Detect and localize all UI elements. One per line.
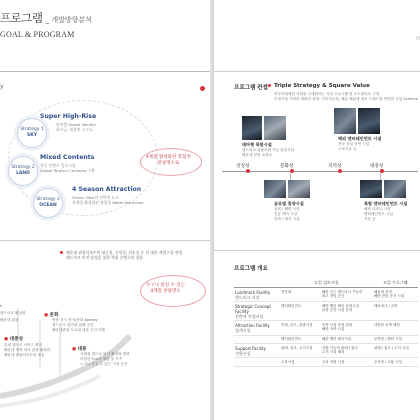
bottom-item-1-title: 글로벌 휴양시설 [274,201,304,206]
row-cell: 호텔, 콘도, 관광시설 [280,321,321,335]
lower-item-2-text [4,343,50,358]
row-cell [373,288,418,302]
strategy-3-desc-line: 사계절 활성화된 관광형 Water Attraction [72,199,144,205]
top-item-2-desc: 전문 상설 공연 시설 [338,141,370,146]
strategy-2-desc-line: 혁신 컨텐츠 입주시설 [40,163,76,168]
cell-line: 해변 숙박 시설 [321,327,345,332]
cell-line: 최고 전망 공간 [321,293,345,298]
row-category-en: Attraction Facility [235,322,270,328]
corner-logo: H [416,36,420,42]
intro-paragraph-line: 랜드마크 비전 달성을 위한 핵심 콘텐츠의 결합 [66,255,143,261]
photo-resort [288,180,310,198]
top-item-1 [242,142,294,158]
value-timeline [222,171,418,172]
red-marker-dot [200,86,205,91]
table-header-row [234,278,418,288]
top-item-1-desc: 해운대 상징 쇼핑존 [242,152,273,157]
row-cell: 엔터테인먼트 [280,302,321,321]
strategy-1-label: Strategy 1 [20,127,44,133]
timeline-dot [246,169,250,173]
cell-line: 숙박 시설 운영 관광 [321,322,353,327]
cell-line: 해변 엔터 테마 문화시설 [321,303,360,308]
strategy-3-desc-line: Ocean View의 전략적 요소 [72,195,119,200]
outcome-line: 4계절 관광명소 [150,289,181,295]
bottom-item-2-desc: 해변 리조트 시설 [364,206,391,211]
section-divider [214,250,420,251]
top-item-2-desc: 스포츠존 등 [338,146,357,151]
row-cell [321,302,373,321]
bottom-item-2 [364,201,407,222]
row-category [234,302,280,321]
row-cell: 해변 엔터 테마시설 [321,335,373,344]
timeline-label: 대중성 [370,164,384,169]
timeline-dot [338,169,342,173]
outcome-line: 4계절 활성화된 복합적 [146,155,191,160]
row-category [234,335,280,344]
timeline-label: 문화성 [280,164,294,169]
row-category-en: Landmark Facility [235,289,271,295]
lower-item-1-tag-text: 문화 [49,313,59,318]
row-cell: 주차시설 [280,358,321,367]
section-2-title: 프로그램 개요 [234,266,268,272]
outcome-line: 관광명소로 [157,161,180,167]
bullet-dot [60,251,63,254]
lower-item-1-tag: ● 문화 [44,313,59,318]
cell-line: 해변 전망 공간 시설 [373,293,405,298]
cell-line: 해운대 상징 [373,289,392,294]
strategy-2-title: Mixed Contents [40,154,95,161]
lower-item-line: 사계절 랜드로 탐사 활성화 방향 [80,352,130,356]
photo-complex [360,180,382,198]
cell-line: 문화 공간 시설 운영 [321,308,353,313]
row-category-en: Strategic Concept Facility [235,303,271,314]
top-item-2 [338,136,381,152]
table-row [234,335,418,344]
bottom-item-2-desc: 식음 등 [364,216,376,221]
lower-label: h [0,304,3,308]
lower-label: 랜드마크 활성화 [0,311,26,315]
cell-line: 주거 시설 배치 [321,350,345,355]
strategy-2-label: Strategy 2 [11,165,35,171]
section-1-desc-line: 부대시설 기획과 명확한 성장, 지속가능성, 배분 배분에 최신 트렌드를 반영한 사업 Scheme [274,97,418,102]
intro-paragraph [66,250,182,261]
bottom-item-1-desc: 인공 레저 시설 [274,211,298,216]
lower-item-3-text [80,352,130,367]
photo-resort [264,180,286,198]
lower-item-line: 해운대 영역 내의 관광 활성화 [4,348,51,353]
intro-paragraph-line: 해운대 관광리조트의 대중성, 공익성, 지속성 등 전 대한 개발구상 전개 [66,250,182,255]
table-header: 도입 프로그램 [373,278,418,288]
strategy-2-desc [40,164,95,174]
row-category-ko: 지원시설 [235,350,251,356]
strategy-2-code: LAND [16,171,30,176]
table-header [234,278,280,288]
row-cell [321,321,373,335]
row-category-ko: 랜드마크 시설 [235,294,260,300]
photo-entertainment [334,108,356,134]
strategy-1-title: Super High-Rise [40,113,97,120]
table-row [234,321,418,335]
top-item-1-title: 테마형 복합시설 [242,142,272,147]
page-title-sub: _ 개발방향분석 [45,16,92,24]
page-title-main: 프로그램 [0,11,43,25]
strategy-3-code: OCEAN [39,203,57,208]
photo-theme [242,116,262,140]
section-mark: y [0,83,4,90]
row-cell: 다양한 숙박 체험 [373,321,418,335]
bottom-item-1-desc: 공원 / 해변 시설 [274,206,300,211]
strategy-1-code: SKY [27,133,37,138]
strategy-2-desc-line: Global Tourism Contents 구축 [40,167,95,173]
row-category-ko: 집객시설 [235,327,251,333]
page-title-english: GOAL & PROGRAM [0,30,75,39]
photo-entertainment [358,108,380,134]
outcome-text [146,155,191,167]
row-cell [321,288,373,302]
cell-line: 지원 기능의 판매 / 업무 [321,345,358,350]
facility-table [234,278,418,367]
strategy-2-circle [8,156,38,186]
row-cell: 판매, 업무, 주거시설 [280,344,321,358]
outcome-text-bottom [146,283,185,295]
strategy-1-desc-line: 최고급, 최상의 시그니 [56,126,93,132]
strategy-3-desc [72,196,144,206]
row-cell: 전망대 [280,288,321,302]
lower-item-2-tag-text: 대중성 [9,337,23,342]
row-category [234,358,280,367]
outcome-line: 누구나 즐길 수 있는 [146,283,186,288]
row-cell: 엔터테인먼트 [280,335,321,344]
lower-item-line: 연중 상시 전시/문화 Awardy [52,318,98,322]
table-row [234,302,418,321]
timeline-label: 지역성 [328,164,342,169]
row-category-en: Support Facility [235,345,266,351]
lower-item-3-tag: ● 대중 [72,347,87,352]
lower-item-line: 해운대관광 도로와 예술 공간 연출 [52,328,106,333]
bottom-item-2-title: 복합 엔터테인먼트 시설 [364,201,408,206]
bottom-item-1 [274,201,304,222]
strategy-1-desc [56,123,96,133]
row-category [234,344,280,358]
row-category-ko: 전략적 컨셉시설 [235,313,264,319]
section-1-desc-line: 아쿠아데에센 기획을 극대화하는 사상 프로그램 및 포트폴리오 구성 [274,92,380,96]
lower-item-1-text [52,318,105,333]
bottom-item-2-desc: 엔터테인먼트 시설 [364,211,393,216]
table-header: 도입 검토시설 [280,278,373,288]
strategy-3-title: 4 Season Attraction [72,186,142,193]
row-cell: 주차장 / 교통 시설 [373,358,418,367]
section-1-title: 프로그램 컨셉 [234,85,268,91]
photo-complex [384,180,406,198]
lower-item-line: 해운대 관광리조트의 예술 [4,353,45,358]
strategy-1-desc-line: 하이엔 Global Identity [56,122,97,127]
table-row [234,288,418,302]
row-category [234,321,280,335]
section-1-concept: Triple Strategy & Square Value [274,83,370,89]
top-item-2-title: 해외 엔터테인먼트 시설 [338,136,382,141]
strategy-3-circle [33,188,63,218]
header-divider [214,71,420,72]
row-category [234,288,280,302]
section-1-desc [274,92,418,102]
row-cell: 테마파크 / 공연 [373,302,418,321]
strategy-3-label: Strategy 3 [36,197,60,203]
top-item-1-desc: 랜드마크 관광자원 기능 관광시설 [242,147,295,152]
table-row [234,358,418,367]
header-divider [0,71,212,72]
page-title [0,10,92,26]
row-cell: 주차 지원 시설 [321,358,373,367]
lower-item-line: 다양한 Fun한 체험 및 가족 [80,357,123,362]
bottom-item-1-desc: 문화 / 레저 시설 [274,216,300,221]
row-cell: 공연장 / 엔터 시설 [373,335,418,344]
lower-item-line: 랜드마크 발전을 위해 공간 [52,323,94,328]
timeline-label: 상징성 [236,164,250,169]
lower-item-line: 수평 랜드로 서비스 확장 [4,343,43,347]
row-cell [321,344,373,358]
strategy-1-circle [17,118,47,148]
lower-label: 해운대 관광 [0,318,19,322]
row-cell: 판매 / 업무 / 주거 시설 [373,344,418,358]
lower-item-line: 누구나 즐길 수 있는 시설 공간 [80,362,128,367]
cell-line: 해변 인근 랜드마크 기능의 [321,289,363,294]
lower-item-2-tag: ● 대중성 [4,337,23,342]
table-row [234,344,418,358]
bullet-dot [268,84,271,87]
lower-item-3-tag-text: 대중 [77,347,87,352]
section-divider [0,240,212,241]
photo-theme [264,116,286,140]
right-page [214,0,420,420]
